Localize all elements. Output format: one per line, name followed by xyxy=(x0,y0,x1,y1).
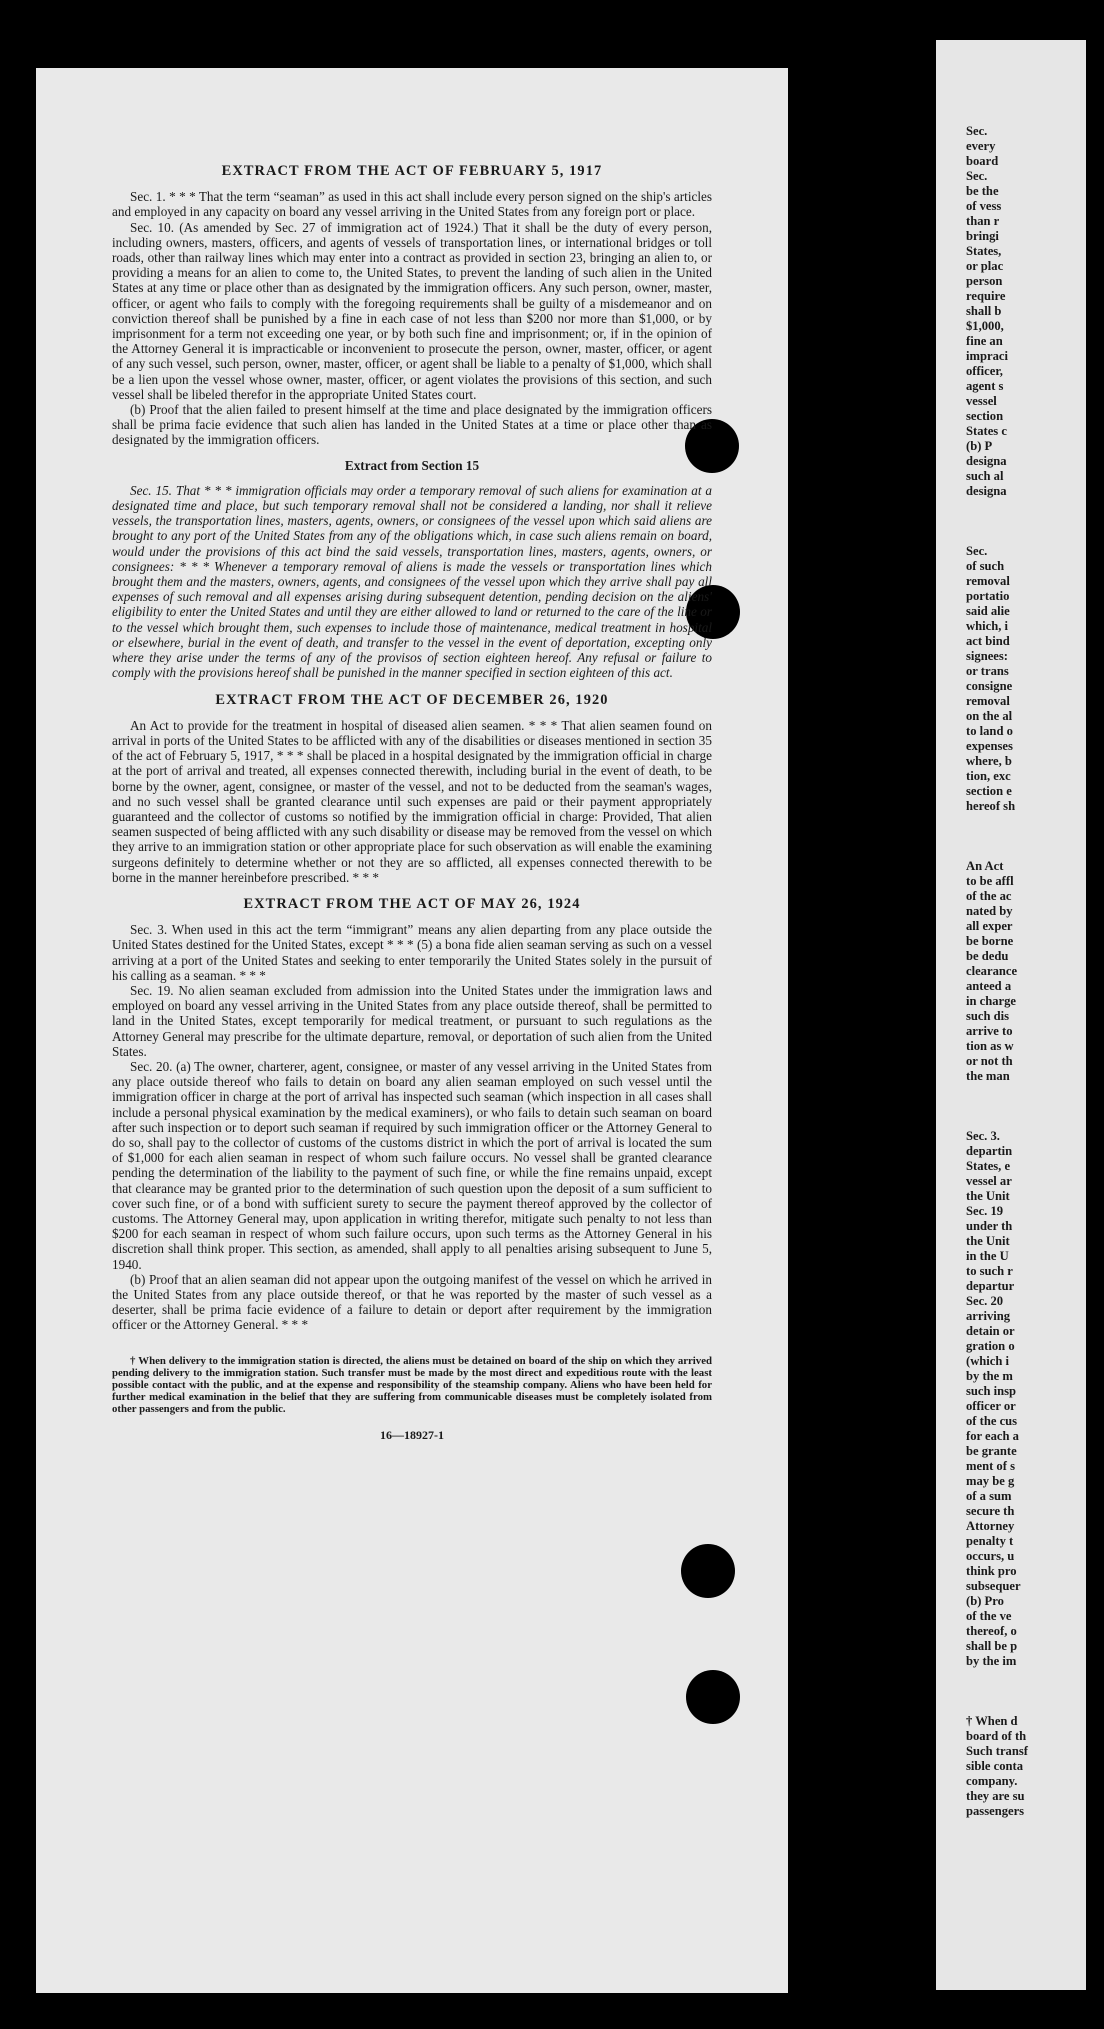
adjacent-page-line: Attorney xyxy=(966,1519,1015,1533)
adjacent-page-line: the man xyxy=(966,1069,1010,1083)
adjacent-page-line: clearance xyxy=(966,964,1018,978)
heading-act-dec-1920: EXTRACT FROM THE ACT OF DECEMBER 26, 1920 xyxy=(215,691,609,708)
adjacent-page-line: person xyxy=(966,274,1003,288)
adjacent-page-line: shall b xyxy=(966,304,1002,318)
adjacent-page-line: Sec. 3. xyxy=(966,1129,1000,1143)
adjacent-page-line: to land o xyxy=(966,724,1013,738)
form-number: 16—18927-1 xyxy=(380,1427,444,1442)
adjacent-page-line: board xyxy=(966,154,999,168)
adjacent-page-line: $1,000, xyxy=(966,319,1004,333)
adjacent-page-line: for each a xyxy=(966,1429,1019,1443)
adjacent-page-line: by the m xyxy=(966,1369,1013,1383)
adjacent-page-line: on the al xyxy=(966,709,1013,723)
adjacent-page-line: designa xyxy=(966,484,1007,498)
adjacent-page-line: Sec. xyxy=(966,124,988,138)
adjacent-page-line: thereof, o xyxy=(966,1624,1017,1638)
adjacent-page-line: nated by xyxy=(966,904,1013,918)
adjacent-page-line: be borne xyxy=(966,934,1014,948)
adjacent-page-line: tion, exc xyxy=(966,769,1011,783)
paragraph-sec-15: Sec. 15. That * * * immigration officials may order a temporary removal of such aliens for examination at a designated time and place, but such temporary removal shall not be considered a landing, nor shall it relieve vessels, the transportation lines, masters, agents, owners, or consignees of the vessel upon which said aliens are brought to any port of the United States from any of the obligations which, in case such aliens remain on board, would under the provisions of this act bind the said vessels, transportation lines, masters, agents, owners, or consignees: * * * Whenever a temporary removal of aliens is made the vessels or transportation lines which brought them and the masters, owners, agents, and consignees of the vessel upon which they arrive shall pay all expenses of such removal and all expenses arising during subsequent detention, pending decision on the aliens' eligibility to enter the United States and until they are either allowed to land or returned to the care of the line or to the vessel which brought them, such expenses to include those of maintenance, medical treatment in hospital or elsewhere, burial in the event of death, and transfer to the vessel in the event of deportation, excepting only where they arise under the terms of any of the provisos of section eighteen hereof. Any refusal or failure to comply with the provisions hereof shall be punished in the manner specified in section eighteen of this act. xyxy=(112,482,712,681)
adjacent-page-line: States, xyxy=(966,244,1002,258)
adjacent-page-line: to be affl xyxy=(966,874,1014,888)
adjacent-page-line: of the ac xyxy=(966,889,1012,903)
adjacent-page-line xyxy=(966,814,1086,859)
adjacent-page-line: fine an xyxy=(966,334,1003,348)
adjacent-page-line: all exper xyxy=(966,919,1013,933)
adjacent-page-line: in the U xyxy=(966,1249,1009,1263)
adjacent-page-line: vessel xyxy=(966,394,997,408)
paragraph-sec-10-b: (b) Proof that the alien failed to present himself at the time and place designated by the immigration officers shall be prima facie evidence that such alien has landed in the United States at a time or place other than as designated by the immigration officers. xyxy=(112,402,712,448)
adjacent-page-line: (which i xyxy=(966,1354,1010,1368)
footnote: † When delivery to the immigration station is directed, the aliens must be detained on board of the ship on which they arrived pending delivery to the immigration station. Such transfer must be made by the most direct and expeditious route with the least possible contact with the public, and at the expense and responsibility of the steamship company. Aliens who have been held for further medical examination in the belief that they are suffering from communicable diseases must be completely isolated from other passengers and from the public. xyxy=(112,1354,712,1416)
adjacent-page-line: require xyxy=(966,289,1006,303)
adjacent-page-line: tion as w xyxy=(966,1039,1014,1053)
adjacent-page-line: such dis xyxy=(966,1009,1010,1023)
adjacent-page-line: arrive to xyxy=(966,1024,1013,1038)
paragraph-sec-20-a: Sec. 20. (a) The owner, charterer, agent, consignee, or master of any vessel arriving in the United States from any place outside thereof who fails to detain on board any alien seaman employed on such vessel until the immigration officer in charge at the port of arrival has inspected such seaman (which inspection in all cases shall include a personal physical examination by the medical examiners), or who fails to detain such seaman on board after such inspection or to deport such seaman if required by such immigration officer or the Attorney General to do so, shall pay to the collector of customs of the customs district in which the port of arrival is located the sum of $1,000 for each alien seaman in respect of whom such failure occurs. No vessel shall be granted clearance pending the determination of the liability to the payment of such fine, or while the fine remains unpaid, except that clearance may be granted prior to the determination of such question upon the deposit of a sum sufficient to cover such fine, or of a bond with sufficient surety to secure the payment thereof approved by the collector of customs. The Attorney General may, upon application in writing therefor, mitigate such penalty to not less than $200 for each seaman in respect of whom such failure occurs, upon such terms as the Attorney General in his discretion shall think proper. This section, as amended, shall apply to all penalties arising subsequent to June 5, 1940. xyxy=(112,1058,712,1272)
adjacent-page-line: such insp xyxy=(966,1384,1017,1398)
adjacent-page-line: sible conta xyxy=(966,1759,1024,1773)
punch-hole xyxy=(681,1544,735,1598)
adjacent-page-line: under th xyxy=(966,1219,1013,1233)
adjacent-page-line: portatio xyxy=(966,589,1010,603)
adjacent-page-line: † When d xyxy=(966,1714,1018,1728)
paragraph-act-1920: An Act to provide for the treatment in hospital of diseased alien seamen. * * * That alien seamen found on arrival in ports of the United States to be afflicted with any of the disabilities or diseases mentioned in section 35 of the act of February 5, 1917, * * * shall be placed in a hospital designated by the immigration official in charge at the port of arrival and treated, all expenses connected therewith, including burial in the event of death, to be borne by the owner, agent, consignee, or master of the vessel, and not to be deducted from the seaman's wages, and no such vessel shall be granted clearance until such expenses are paid or their payment appropriately guaranteed and the collector of customs so notified by the immigration official in charge: Provided, That alien seamen suspected of being afflicted with any such disability or disease may be removed from the vessel on which they arrive to an immigration station or other appropriate place for such observation as will enable the examining surgeons definitely to determine whether or not they are so afflicted, all expenses connected therewith to be borne in the manner hereinbefore prescribed. * * * xyxy=(112,717,712,885)
adjacent-page-line: (b) P xyxy=(966,439,993,453)
adjacent-page-line: section e xyxy=(966,784,1012,798)
adjacent-page-line: act bind xyxy=(966,634,1010,648)
adjacent-page-line: or plac xyxy=(966,259,1004,273)
adjacent-page-line: Sec. xyxy=(966,169,988,183)
paragraph-sec-1: Sec. 1. * * * That the term “seaman” as used in this act shall include every person signed on the ship's articles and employed in any capacity on board any vessel arriving in the United States from any foreign port or place. xyxy=(112,189,712,220)
section-act-1920 xyxy=(112,693,712,885)
adjacent-page-line: detain or xyxy=(966,1324,1015,1338)
adjacent-page-line: every xyxy=(966,139,996,153)
adjacent-page-line: be grante xyxy=(966,1444,1017,1458)
adjacent-page-line: gration o xyxy=(966,1339,1015,1353)
adjacent-page-line: agent s xyxy=(966,379,1004,393)
adjacent-page-line: of the ve xyxy=(966,1609,1012,1623)
section-act-1917 xyxy=(112,164,712,681)
adjacent-page-line: be dedu xyxy=(966,949,1009,963)
adjacent-page-line: passengers xyxy=(966,1804,1025,1818)
subheading-section-15: Extract from Section 15 xyxy=(344,457,480,473)
adjacent-page-line: by the im xyxy=(966,1654,1017,1668)
adjacent-page-line: departin xyxy=(966,1144,1013,1158)
main-page xyxy=(36,68,788,1993)
adjacent-page-line: arriving xyxy=(966,1309,1011,1323)
adjacent-page-line: Sec. xyxy=(966,544,988,558)
adjacent-page-line: or trans xyxy=(966,664,1009,678)
adjacent-page-line: officer, xyxy=(966,364,1003,378)
adjacent-page-line: designa xyxy=(966,454,1007,468)
paragraph-sec-3: Sec. 3. When used in this act the term “immigrant” means any alien departing from any place outside the United States destined for the United States, except * * * (5) a bona fide alien seaman serving as such on a vessel arriving at a port of the United States and seeking to enter temporarily the United States solely in the pursuit of his calling as a seaman. * * * xyxy=(112,922,712,983)
adjacent-page-line: States c xyxy=(966,424,1007,438)
adjacent-page-line xyxy=(966,1084,1086,1129)
adjacent-page-line: penalty t xyxy=(966,1534,1014,1548)
adjacent-page-line: company. xyxy=(966,1774,1018,1788)
adjacent-page-line: where, b xyxy=(966,754,1012,768)
adjacent-page-line: of such xyxy=(966,559,1005,573)
section-act-1924 xyxy=(112,897,712,1333)
adjacent-page-line: removal xyxy=(966,694,1010,708)
heading-act-may-1924: EXTRACT FROM THE ACT OF MAY 26, 1924 xyxy=(243,895,581,912)
heading-act-feb-1917: EXTRACT FROM THE ACT OF FEBRUARY 5, 1917 xyxy=(221,163,603,179)
paragraph-sec-20-b: (b) Proof that an alien seaman did not appear upon the outgoing manifest of the vessel on which he arrived in the United States from any place outside thereof, or that he was reported by the master of such vessel as a deserter, shall be prima facie evidence of a failure to detain or deport after requirement by the immigration officer or the Attorney General. * * * xyxy=(112,1271,712,1333)
adjacent-page-line: they are su xyxy=(966,1789,1025,1803)
adjacent-page-line: the Unit xyxy=(966,1234,1010,1248)
adjacent-page-line: the Unit xyxy=(966,1189,1010,1203)
adjacent-page-line: An Act xyxy=(966,859,1004,873)
adjacent-page-line: than r xyxy=(966,214,1000,228)
adjacent-page-line: board of th xyxy=(966,1729,1027,1743)
adjacent-page-line: of vess xyxy=(966,199,1002,213)
adjacent-page-line: to such r xyxy=(966,1264,1013,1278)
adjacent-page-line: consigne xyxy=(966,679,1013,693)
document-body xyxy=(112,164,712,1443)
adjacent-page-line: in charge xyxy=(966,994,1017,1008)
adjacent-page-line: be the xyxy=(966,184,999,198)
adjacent-page-line: such al xyxy=(966,469,1004,483)
adjacent-page-line xyxy=(966,1669,1086,1714)
adjacent-page-line: shall be p xyxy=(966,1639,1018,1653)
adjacent-page-line: may be g xyxy=(966,1474,1015,1488)
adjacent-page-line: Sec. 19 xyxy=(966,1204,1004,1218)
paragraph-sec-10: Sec. 10. (As amended by Sec. 27 of immigration act of 1924.) That it shall be the duty of every person, including owners, masters, officers, and agents of vessels of transportation lines, or international bridges or toll roads, other than railway lines which may enter into a contract as provided in section 23, bringing an alien to, or providing a means for an alien to come to, the United States, to prevent the landing of such alien in the United States at any time or place other than as designated by the immigration officers. Any such person, owner, master, officer, or agent who fails to comply with the foregoing requirements shall be guilty of a misdemeanor and on conviction thereof shall be punished by a fine in each case of not less than $200 nor more than $1,000, or by imprisonment for a term not exceeding one year, or by both such fine and imprisonment; or, if in the opinion of the Attorney General it is impracticable or inconvenient to prosecute the person, owner, master, officer, or agent of any such vessel, such person, owner, master, officer, or agent shall be liable to a penalty of $1,000, which shall be a lien upon the vessel whose owner, master, officer, or agent violates the provisions of this section, and such vessel shall be libeled therefor in the appropriate United States court. xyxy=(112,219,712,402)
adjacent-page-text xyxy=(966,124,1086,1819)
adjacent-page-line: impraci xyxy=(966,349,1008,363)
paragraph-sec-19: Sec. 19. No alien seaman excluded from admission into the United States under the immigration laws and employed on board any vessel arriving in the United States from any place outside thereof, shall be permitted to land in the United States, except temporarily for medical treatment, or pursuant to such regulations as the Attorney General may prescribe for the ultimate departure, removal, or deportation of such alien from the United States. xyxy=(112,982,712,1059)
adjacent-page-line: of the cus xyxy=(966,1414,1018,1428)
adjacent-page-line: (b) Pro xyxy=(966,1594,1004,1608)
adjacent-page-line: removal xyxy=(966,574,1010,588)
adjacent-page-line: ment of s xyxy=(966,1459,1015,1473)
punch-hole xyxy=(686,1670,740,1724)
adjacent-page-line: or not th xyxy=(966,1054,1013,1068)
adjacent-page-line: said alie xyxy=(966,604,1010,618)
adjacent-page-line: States, e xyxy=(966,1159,1011,1173)
adjacent-page-line: think pro xyxy=(966,1564,1017,1578)
adjacent-page-line: signees: xyxy=(966,649,1008,663)
adjacent-page-line: officer or xyxy=(966,1399,1016,1413)
adjacent-page-line: subsequer xyxy=(966,1579,1021,1593)
adjacent-page-line: Such transf xyxy=(966,1744,1028,1758)
adjacent-page-line: bringi xyxy=(966,229,999,243)
adjacent-page-line: hereof sh xyxy=(966,799,1016,813)
adjacent-page-line: anteed a xyxy=(966,979,1012,993)
adjacent-page-line: departur xyxy=(966,1279,1015,1293)
adjacent-page-line: secure th xyxy=(966,1504,1015,1518)
adjacent-page-line xyxy=(966,499,1086,544)
adjacent-page-line: vessel ar xyxy=(966,1174,1012,1188)
adjacent-page-line: Sec. 20 xyxy=(966,1294,1004,1308)
adjacent-page-line: section xyxy=(966,409,1004,423)
adjacent-page-line: expenses xyxy=(966,739,1013,753)
adjacent-page-line: of a sum xyxy=(966,1489,1012,1503)
adjacent-page-fragment xyxy=(936,40,1086,1990)
adjacent-page-line: occurs, u xyxy=(966,1549,1015,1563)
adjacent-page-line: which, i xyxy=(966,619,1008,633)
